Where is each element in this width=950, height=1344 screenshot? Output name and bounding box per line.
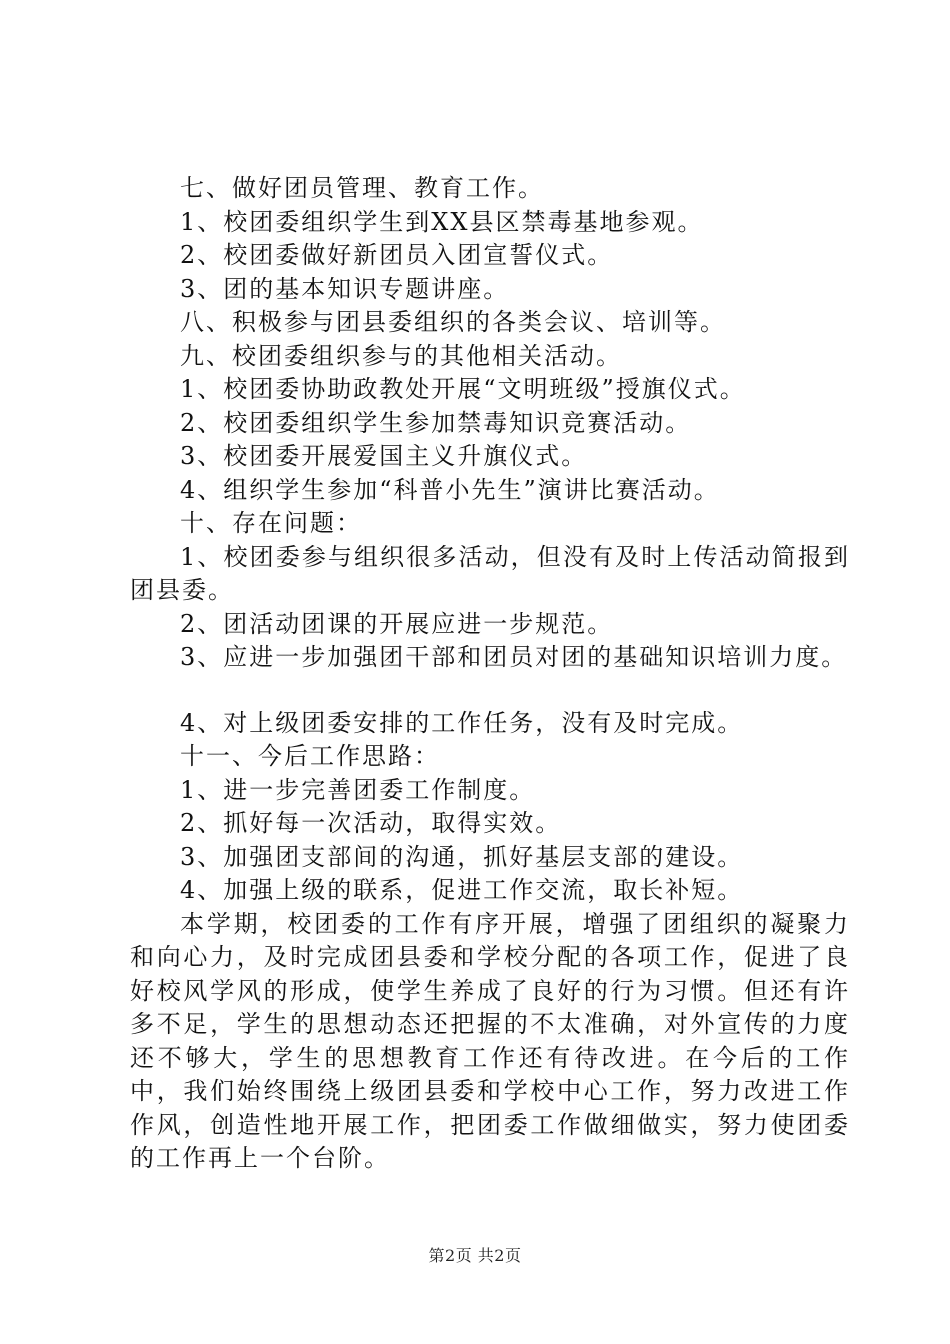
summary-paragraph: 本学期，校团委的工作有序开展，增强了团组织的凝聚力和向心力，及时完成团县委和学校分配的各项工作，促进了良好校风学风的形成，使学生养成了良好的行为习惯。但还有许多不足，学生的思想动态还把握的不太准确，对外宣传的力度还不够大，学生的思想教育工作还有待改进。在今后的工作中，我们始终围绕上级团县委和学校中心工作，努力改进工作作风，创造性地开展工作，把团委工作做细做实，努力使团委的工作再上一个台阶。	[130, 909, 850, 1172]
idea-item: 1、进一步完善团委工作制度。	[180, 775, 536, 804]
heading-ten: 十、存在问题：	[180, 509, 362, 537]
idea-item: 4、加强上级的联系，促进工作交流，取长补短。	[180, 876, 744, 904]
list-item: 2、校团委做好新团员入团宣誓仪式。	[180, 241, 614, 269]
heading-eight: 八、积极参与团县委组织的各类会议、培训等。	[180, 308, 726, 336]
problem-item: 3、应进一步加强团干部和团员对团的基础知识培训力度。	[180, 643, 848, 671]
problem-item: 1、校团委参与组织很多活动，但没有及时上传活动简报到团县委。	[130, 542, 850, 604]
list-item: 1、校团委协助政教处开展“文明班级”授旗仪式。	[180, 375, 746, 403]
page-number-footer: 第2页 共2页	[428, 1246, 522, 1265]
heading-eleven: 十一、今后工作思路：	[180, 742, 440, 770]
blank-gap	[130, 675, 850, 707]
problem-item: 2、团活动团课的开展应进一步规范。	[180, 609, 614, 638]
heading-seven: 七、做好团员管理、教育工作。	[180, 174, 544, 202]
list-item: 1、校团委组织学生到XX县区禁毒基地参观。	[180, 207, 704, 236]
list-item: 4、组织学生参加“科普小先生”演讲比赛活动。	[180, 475, 720, 504]
list-item: 3、校团委开展爱国主义升旗仪式。	[180, 442, 588, 470]
document-body	[130, 172, 850, 1176]
idea-item: 2、抓好每一次活动，取得实效。	[180, 809, 562, 837]
problem-item: 4、对上级团委安排的工作任务，没有及时完成。	[180, 708, 744, 737]
list-item: 2、校团委组织学生参加禁毒知识竞赛活动。	[180, 408, 692, 437]
idea-item: 3、加强团支部间的沟通，抓好基层支部的建设。	[180, 842, 744, 871]
heading-nine: 九、校团委组织参与的其他相关活动。	[180, 341, 622, 370]
list-item: 3、团的基本知识专题讲座。	[180, 274, 510, 303]
